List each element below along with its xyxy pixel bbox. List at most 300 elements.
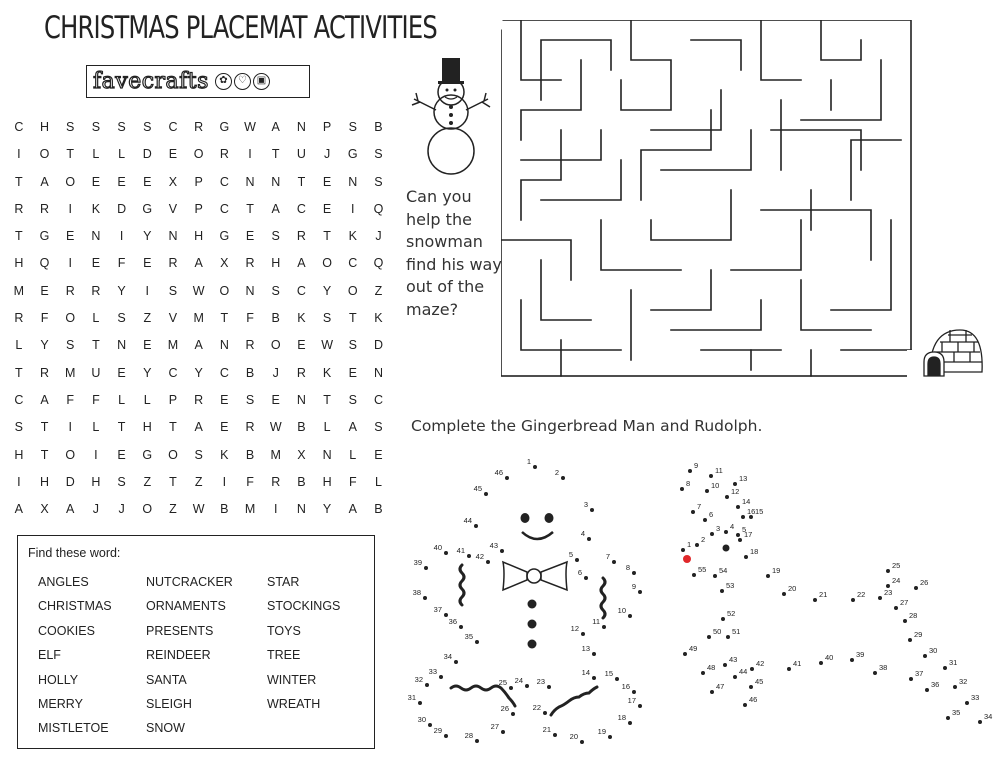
grid-letter: N bbox=[219, 338, 229, 353]
grid-letter: N bbox=[117, 338, 127, 353]
dot-point bbox=[467, 554, 471, 558]
dot-label: 37 bbox=[915, 669, 924, 678]
dot-point bbox=[509, 686, 513, 690]
grid-letter: A bbox=[297, 256, 306, 271]
grid-letter: H bbox=[322, 474, 332, 489]
grid-letter: T bbox=[271, 147, 280, 162]
dot-point bbox=[592, 676, 596, 680]
dot-point bbox=[592, 652, 596, 656]
grid-letter: N bbox=[373, 365, 383, 380]
grid-letter: N bbox=[296, 502, 306, 517]
grid-letter: A bbox=[40, 392, 49, 407]
grid-letter: C bbox=[219, 365, 229, 380]
dot-label: 33 bbox=[428, 667, 437, 676]
grid-letter: R bbox=[168, 256, 178, 271]
word-list-item: STOCKINGS bbox=[267, 599, 341, 614]
grid-letter: C bbox=[219, 201, 229, 216]
grid-letter: R bbox=[219, 147, 229, 162]
dot-label: 54 bbox=[719, 566, 728, 575]
grid-letter: A bbox=[348, 502, 357, 517]
word-list-item: REINDEER bbox=[146, 648, 211, 663]
grid-letter: M bbox=[13, 283, 25, 298]
dot-label: 47 bbox=[716, 682, 725, 691]
dot-label: 13 bbox=[581, 644, 590, 653]
dot-label: 11 bbox=[592, 617, 600, 626]
grid-letter: W bbox=[244, 120, 256, 134]
dot-point bbox=[692, 573, 696, 577]
grid-letter: P bbox=[194, 201, 203, 216]
dot-point bbox=[632, 690, 636, 694]
dot-label: 31 bbox=[407, 693, 416, 702]
grid-letter: M bbox=[270, 447, 281, 462]
grid-letter: C bbox=[348, 256, 358, 271]
dot-label: 2 bbox=[701, 535, 706, 544]
grid-letter: S bbox=[66, 338, 75, 353]
grid-letter: Y bbox=[143, 229, 152, 244]
grid-letter: E bbox=[66, 229, 75, 244]
dot-label: 1 bbox=[687, 540, 692, 549]
dot-label: 12 bbox=[731, 487, 740, 496]
grid-letter: E bbox=[143, 256, 152, 271]
dot-label: 32 bbox=[959, 677, 968, 686]
dot-label: 48 bbox=[707, 663, 716, 672]
grid-letter: T bbox=[323, 392, 331, 407]
dot-label: 40 bbox=[825, 653, 834, 662]
grid-letter: W bbox=[269, 420, 282, 435]
dot-point bbox=[914, 586, 918, 590]
grid-letter: H bbox=[14, 256, 24, 271]
dot-point bbox=[638, 704, 642, 708]
dot-label: 37 bbox=[433, 605, 442, 614]
dot-label: 10 bbox=[711, 481, 720, 490]
word-list-item: TREE bbox=[267, 648, 301, 663]
grid-letter: C bbox=[296, 283, 306, 298]
dot-label: 42 bbox=[475, 552, 484, 561]
dot-label: 30 bbox=[929, 646, 938, 655]
dot-label: 20 bbox=[788, 584, 797, 593]
grid-letter: B bbox=[297, 420, 306, 435]
grid-letter: C bbox=[168, 120, 178, 134]
dot-point bbox=[439, 675, 443, 679]
dot-label: 36 bbox=[448, 617, 457, 626]
grid-letter: E bbox=[91, 174, 101, 189]
grid-letter: E bbox=[168, 147, 178, 162]
dot-point bbox=[423, 596, 427, 600]
grid-letter: B bbox=[374, 120, 383, 134]
dot-label: 35 bbox=[952, 708, 961, 717]
grid-letter: Y bbox=[322, 283, 332, 298]
grid-letter: L bbox=[118, 392, 126, 407]
dot-point bbox=[713, 574, 717, 578]
dot-label: 52 bbox=[727, 609, 736, 618]
grid-letter: N bbox=[168, 229, 178, 244]
dot-label: 32 bbox=[414, 675, 423, 684]
grid-letter: T bbox=[15, 365, 23, 380]
dot-point bbox=[590, 508, 594, 512]
grid-letter: A bbox=[66, 502, 75, 517]
grid-letter: D bbox=[142, 147, 152, 162]
grid-letter: Y bbox=[143, 365, 152, 380]
dot-label: 40 bbox=[433, 543, 442, 552]
dot-point bbox=[736, 533, 740, 537]
grid-letter: R bbox=[14, 201, 24, 216]
ornament-icon: ✿ bbox=[215, 73, 232, 90]
word-list-item: TOYS bbox=[267, 623, 301, 638]
grid-letter: I bbox=[68, 256, 72, 271]
grid-letter: B bbox=[220, 502, 229, 517]
dot-point bbox=[628, 614, 632, 618]
grid-letter: E bbox=[143, 338, 152, 353]
grid-letter: S bbox=[374, 420, 383, 435]
grid-letter: C bbox=[14, 120, 24, 134]
grid-letter: T bbox=[220, 311, 229, 326]
dot-point bbox=[632, 571, 636, 575]
grid-letter: G bbox=[39, 229, 50, 244]
grid-letter: J bbox=[118, 502, 125, 517]
grid-letter: I bbox=[17, 147, 21, 162]
grid-letter: S bbox=[117, 474, 126, 489]
dot-point bbox=[543, 711, 547, 715]
grid-letter: I bbox=[68, 420, 72, 435]
word-list-item: SLEIGH bbox=[146, 696, 192, 711]
dot-point bbox=[459, 625, 463, 629]
maze-question: Can you help the snowman find his way out of the maze? bbox=[406, 187, 502, 319]
dot-point bbox=[878, 596, 882, 600]
grid-letter: Q bbox=[39, 256, 50, 271]
grid-letter: H bbox=[194, 229, 204, 244]
grid-letter: C bbox=[14, 392, 24, 407]
grid-letter: H bbox=[14, 447, 24, 462]
grid-letter: O bbox=[193, 147, 204, 162]
dot-label: 14 bbox=[742, 497, 751, 506]
dot-label: 36 bbox=[931, 680, 940, 689]
grid-letter: O bbox=[65, 311, 76, 326]
grid-letter: N bbox=[296, 120, 306, 134]
dot-point bbox=[602, 625, 606, 629]
grid-letter: O bbox=[65, 447, 76, 462]
grid-letter: I bbox=[248, 147, 252, 162]
grid-letter: Z bbox=[169, 502, 177, 517]
grid-letter: B bbox=[245, 365, 255, 380]
dot-label: 7 bbox=[697, 502, 702, 511]
dot-label: 21 bbox=[819, 590, 828, 599]
dot-point bbox=[978, 720, 982, 724]
jar-icon: ▣ bbox=[253, 73, 270, 90]
dot-point bbox=[581, 632, 585, 636]
word-list-item: SANTA bbox=[146, 672, 187, 687]
grid-letter: F bbox=[66, 392, 75, 407]
dot-label: 13 bbox=[739, 474, 748, 483]
grid-letter: X bbox=[220, 256, 229, 271]
dot-point bbox=[547, 685, 551, 689]
dot-label: 22 bbox=[857, 590, 866, 599]
bow-tie-icon bbox=[503, 562, 567, 590]
grid-letter: T bbox=[66, 147, 75, 162]
dot-label: 12 bbox=[570, 624, 579, 633]
grid-letter: J bbox=[92, 502, 100, 517]
grid-letter: J bbox=[323, 147, 331, 162]
dot-label: 26 bbox=[920, 578, 929, 587]
dot-point bbox=[710, 532, 714, 536]
dot-to-dot-heading: Complete the Gingerbread Man and Rudolph. bbox=[411, 417, 763, 435]
dot-label: 25 bbox=[892, 561, 901, 570]
grid-letter: I bbox=[222, 474, 227, 489]
dot-label: 39 bbox=[856, 650, 865, 659]
grid-letter: H bbox=[271, 256, 281, 271]
grid-letter: A bbox=[14, 502, 24, 517]
dot-label: 24 bbox=[892, 576, 901, 585]
grid-letter: Q bbox=[373, 201, 384, 216]
grid-letter: Z bbox=[374, 283, 383, 298]
grid-letter: Z bbox=[194, 474, 203, 489]
dot-label: 30 bbox=[417, 715, 426, 724]
dot-label: 5 bbox=[568, 550, 573, 559]
grid-letter: K bbox=[322, 365, 332, 380]
grid-letter: L bbox=[92, 311, 100, 326]
grid-letter: S bbox=[143, 120, 152, 134]
dot-point bbox=[925, 688, 929, 692]
grid-letter: J bbox=[272, 365, 279, 380]
word-list-item: HOLLY bbox=[38, 672, 79, 687]
dot-point bbox=[475, 640, 479, 644]
dot-label: 17 bbox=[627, 696, 636, 705]
dot-point bbox=[709, 474, 713, 478]
word-list-item: SNOW bbox=[146, 721, 185, 736]
grid-letter: F bbox=[246, 474, 254, 489]
dot-point bbox=[608, 735, 612, 739]
grid-letter: T bbox=[40, 420, 49, 435]
dot-point bbox=[894, 606, 898, 610]
grid-letter: Y bbox=[322, 502, 332, 517]
grid-letter: W bbox=[192, 283, 205, 298]
dot-point bbox=[744, 555, 748, 559]
grid-letter: T bbox=[323, 229, 331, 244]
grid-letter: L bbox=[143, 392, 151, 407]
grid-letter: N bbox=[296, 392, 306, 407]
dot-label: 15 bbox=[755, 507, 764, 516]
grid-letter: E bbox=[117, 174, 126, 189]
dot-label: 20 bbox=[569, 732, 578, 741]
dot-point bbox=[584, 576, 588, 580]
grid-letter: A bbox=[194, 338, 203, 353]
grid-letter: Q bbox=[373, 256, 384, 271]
grid-letter: C bbox=[296, 201, 306, 216]
grid-letter: P bbox=[194, 174, 203, 189]
dot-label: 35 bbox=[464, 632, 473, 641]
grid-letter: S bbox=[117, 120, 126, 134]
word-list-item: ORNAMENTS bbox=[146, 599, 226, 614]
grid-letter: E bbox=[117, 365, 126, 380]
dot-label: 1 bbox=[526, 457, 531, 466]
dot-label: 3 bbox=[716, 524, 721, 533]
dot-point bbox=[533, 465, 537, 469]
grid-letter: I bbox=[17, 474, 21, 489]
grid-letter: X bbox=[168, 174, 178, 189]
dot-point bbox=[886, 584, 890, 588]
grid-letter: O bbox=[347, 283, 358, 298]
dot-label: 31 bbox=[949, 658, 958, 667]
dot-point bbox=[695, 543, 699, 547]
dot-point bbox=[575, 558, 579, 562]
dot-label: 8 bbox=[686, 479, 691, 488]
dot-point bbox=[553, 733, 557, 737]
dot-point bbox=[444, 551, 448, 555]
dot-point bbox=[850, 658, 854, 662]
grid-letter: F bbox=[40, 311, 49, 326]
grid-letter: B bbox=[271, 311, 280, 326]
grid-letter: T bbox=[15, 229, 23, 244]
grid-letter: T bbox=[15, 174, 23, 189]
grid-letter: R bbox=[245, 256, 255, 271]
dot-label: 27 bbox=[900, 598, 909, 607]
grid-letter: H bbox=[40, 474, 50, 489]
dot-label: 28 bbox=[909, 611, 918, 620]
grid-letter: N bbox=[245, 283, 255, 298]
dot-label: 55 bbox=[698, 565, 707, 574]
grid-letter: B bbox=[297, 474, 306, 489]
dot-label: 18 bbox=[750, 547, 759, 556]
grid-letter: O bbox=[270, 338, 281, 353]
grid-letter: N bbox=[322, 447, 332, 462]
word-list-item: MERRY bbox=[38, 696, 83, 711]
dot-label: 11 bbox=[715, 466, 723, 475]
dot-point bbox=[638, 590, 642, 594]
dot-point bbox=[726, 635, 730, 639]
dot-label: 26 bbox=[500, 704, 509, 713]
dot-label: 43 bbox=[729, 655, 738, 664]
grid-letter: S bbox=[374, 147, 383, 162]
dot-point bbox=[500, 549, 504, 553]
grid-letter: R bbox=[194, 120, 204, 134]
gingerbread-dots bbox=[408, 457, 642, 744]
grid-letter: C bbox=[168, 365, 178, 380]
grid-letter: H bbox=[142, 420, 152, 435]
grid-letter: A bbox=[194, 420, 203, 435]
grid-letter: A bbox=[194, 256, 203, 271]
dot-label: 45 bbox=[473, 484, 482, 493]
dot-label: 18 bbox=[617, 713, 626, 722]
word-list-title: Find these word: bbox=[28, 546, 121, 560]
grid-letter: S bbox=[271, 283, 280, 298]
grid-letter: L bbox=[374, 474, 382, 489]
grid-letter: E bbox=[40, 283, 49, 298]
grid-letter: R bbox=[14, 311, 24, 326]
dot-label: 9 bbox=[694, 461, 699, 470]
grid-letter: O bbox=[219, 283, 230, 298]
dot-point bbox=[418, 701, 422, 705]
grid-letter: O bbox=[168, 447, 178, 462]
dot-point bbox=[444, 734, 448, 738]
dot-point bbox=[707, 635, 711, 639]
grid-letter: W bbox=[192, 502, 205, 517]
dot-label: 27 bbox=[490, 722, 499, 731]
dot-point bbox=[428, 723, 432, 727]
grid-letter: P bbox=[322, 120, 332, 134]
grid-letter: R bbox=[245, 420, 255, 435]
grid-letter: I bbox=[94, 447, 98, 462]
word-list-item: WINTER bbox=[267, 672, 317, 687]
dot-label: 6 bbox=[709, 510, 714, 519]
dot-point bbox=[723, 663, 727, 667]
dot-point bbox=[680, 487, 684, 491]
grid-letter: I bbox=[351, 201, 355, 216]
grid-letter: S bbox=[14, 420, 24, 435]
dot-label: 51 bbox=[732, 627, 741, 636]
dot-point bbox=[733, 675, 737, 679]
grid-letter: A bbox=[348, 420, 357, 435]
dot-point bbox=[705, 489, 709, 493]
word-list-item: COOKIES bbox=[38, 623, 95, 638]
rudolph-nose-dot bbox=[683, 555, 691, 563]
dot-label: 43 bbox=[489, 541, 498, 550]
dot-label: 34 bbox=[984, 712, 993, 721]
grid-letter: V bbox=[168, 311, 178, 326]
dot-point bbox=[703, 518, 707, 522]
dot-point bbox=[923, 654, 927, 658]
grid-letter: K bbox=[374, 311, 383, 326]
dot-point bbox=[903, 619, 907, 623]
dot-point bbox=[873, 671, 877, 675]
grid-letter: F bbox=[92, 392, 100, 407]
grid-letter: E bbox=[374, 447, 383, 462]
dot-point bbox=[454, 660, 458, 664]
grid-letter: P bbox=[168, 392, 178, 407]
logo-text: favecrafts bbox=[93, 69, 209, 94]
grid-letter: E bbox=[117, 447, 126, 462]
dot-point bbox=[615, 677, 619, 681]
dot-label: 41 bbox=[456, 546, 465, 555]
dot-point bbox=[691, 510, 695, 514]
grid-letter: G bbox=[219, 229, 230, 244]
dot-label: 28 bbox=[464, 731, 473, 740]
grid-letter: S bbox=[374, 174, 383, 189]
grid-letter: S bbox=[271, 229, 280, 244]
grid-letter: I bbox=[273, 502, 278, 517]
dot-label: 49 bbox=[689, 644, 698, 653]
dot-label: 16 bbox=[747, 507, 756, 516]
grid-letter: E bbox=[322, 174, 332, 189]
dot-label: 10 bbox=[617, 606, 626, 615]
grid-letter: J bbox=[375, 229, 382, 244]
grid-letter: E bbox=[297, 338, 306, 353]
dot-label: 15 bbox=[604, 669, 613, 678]
dot-point bbox=[525, 684, 529, 688]
dot-label: 44 bbox=[463, 516, 472, 525]
grid-letter: T bbox=[348, 311, 357, 326]
grid-letter: L bbox=[15, 338, 23, 353]
dot-point bbox=[424, 566, 428, 570]
dot-point bbox=[561, 476, 565, 480]
dot-label: 39 bbox=[413, 558, 422, 567]
dot-point bbox=[743, 703, 747, 707]
dot-point bbox=[908, 638, 912, 642]
word-list-item: PRESENTS bbox=[146, 623, 214, 638]
grid-letter: S bbox=[117, 311, 126, 326]
dot-label: 2 bbox=[554, 468, 559, 477]
dot-point bbox=[733, 482, 737, 486]
grid-letter: N bbox=[271, 174, 281, 189]
grid-letter: I bbox=[145, 283, 150, 298]
page-title: CHRISTMAS PLACEMAT ACTIVITIES bbox=[44, 10, 437, 46]
grid-letter: R bbox=[245, 338, 255, 353]
grid-letter: M bbox=[244, 502, 256, 517]
dot-label: 19 bbox=[597, 727, 606, 736]
dot-label: 29 bbox=[433, 726, 442, 735]
grid-letter: A bbox=[271, 120, 280, 134]
dot-label: 25 bbox=[498, 678, 507, 687]
grid-letter: S bbox=[245, 392, 255, 407]
dot-point bbox=[505, 476, 509, 480]
